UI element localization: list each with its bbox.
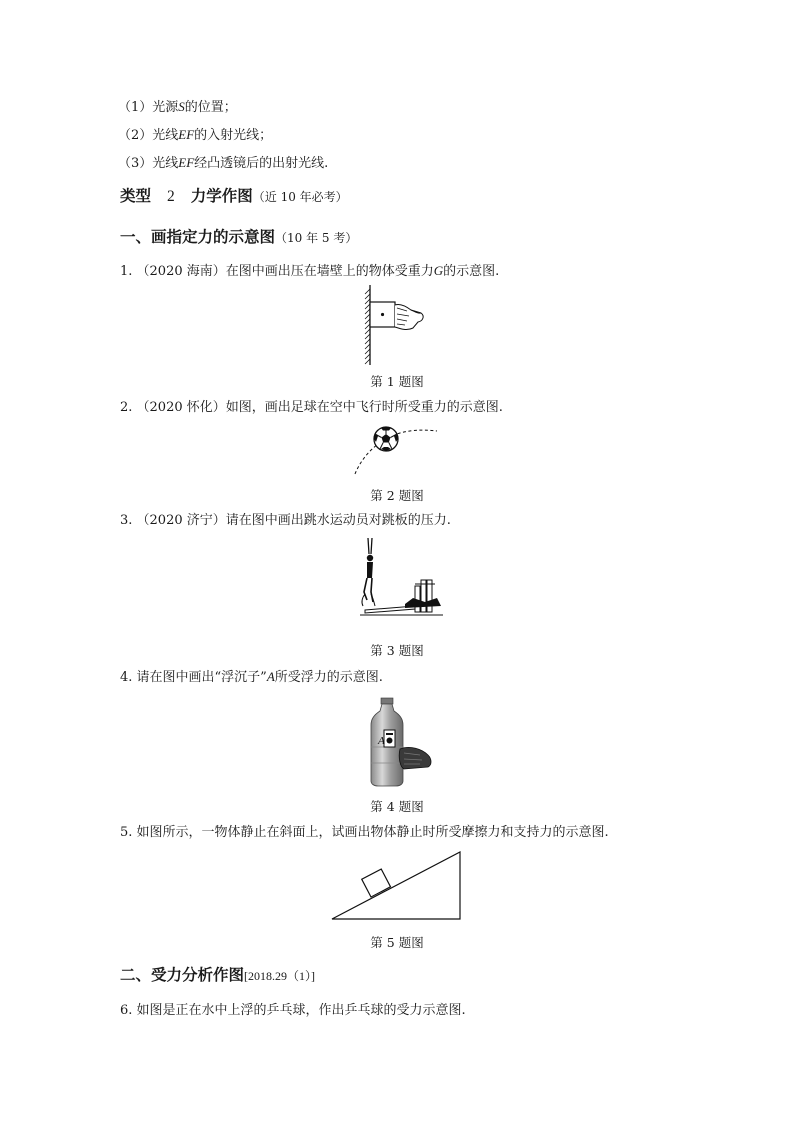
var-EF-2: EF [178, 155, 195, 170]
type-number: 2 [167, 188, 175, 205]
item-1-line [118, 98, 237, 117]
question-4-text: 4. 请在图中画出“浮沉子” [120, 670, 267, 685]
item-2-line [118, 126, 272, 145]
item-2-text: （2）光线 [118, 128, 179, 143]
section-2-note: [2018.29（1）] [244, 969, 316, 983]
var-A: A [266, 669, 275, 684]
figure-4-bottle [360, 697, 436, 787]
question-1-text-end: 的示意图. [443, 264, 500, 279]
figure-2-football [345, 418, 445, 478]
label-A: A [378, 735, 385, 747]
section-2-title: 二、受力分析作图 [120, 966, 245, 984]
question-4 [120, 668, 383, 687]
var-G: G [433, 263, 444, 278]
figure-4-caption: 第 4 题图 [370, 799, 424, 814]
question-3: 3. （2020 济宁）请在图中画出跳水运动员对跳板的压力. [120, 513, 451, 528]
item-1-text-end: 的位置； [184, 100, 237, 115]
section-2-heading [120, 966, 315, 985]
figure-5-incline [330, 849, 464, 923]
type-label: 类型 [120, 187, 152, 205]
question-2: 2. （2020 怀化）如图，画出足球在空中飞行时所受重力的示意图. [120, 400, 503, 415]
type-note: （近 10 年必考） [252, 190, 348, 204]
figure-3-caption: 第 3 题图 [370, 643, 424, 658]
type-heading [120, 187, 348, 206]
item-1-text: （1）光源 [118, 100, 179, 115]
item-2-text-end: 的入射光线； [194, 128, 273, 143]
section-1-title: 一、画指定力的示意图 [120, 228, 276, 246]
figure-3-diver [355, 536, 445, 618]
question-1-text: 1. （2020 海南）在图中画出压在墙壁上的物体受重力 [120, 264, 434, 279]
figure-1-caption: 第 1 题图 [370, 374, 424, 389]
var-S: S [178, 99, 185, 114]
question-5: 5. 如图所示，一物体静止在斜面上，试画出物体静止时所受摩擦力和支持力的示意图. [120, 825, 609, 840]
item-3-text-end: 经凸透镜后的出射光线. [194, 156, 329, 171]
section-1-note: （10 年 5 考） [275, 231, 358, 245]
item-3-line [118, 154, 328, 173]
type-title: 力学作图 [190, 187, 253, 205]
section-1-heading [120, 228, 357, 247]
question-4-text-end: 所受浮力的示意图. [274, 670, 383, 685]
var-EF: EF [178, 127, 195, 142]
figure-1-wall-block [355, 283, 435, 367]
figure-5-caption: 第 5 题图 [370, 935, 424, 950]
question-1 [120, 262, 499, 281]
figure-2-caption: 第 2 题图 [370, 488, 424, 503]
question-6: 6. 如图是正在水中上浮的乒乓球，作出乒乓球的受力示意图. [120, 1003, 466, 1018]
item-3-text: （3）光线 [118, 156, 179, 171]
